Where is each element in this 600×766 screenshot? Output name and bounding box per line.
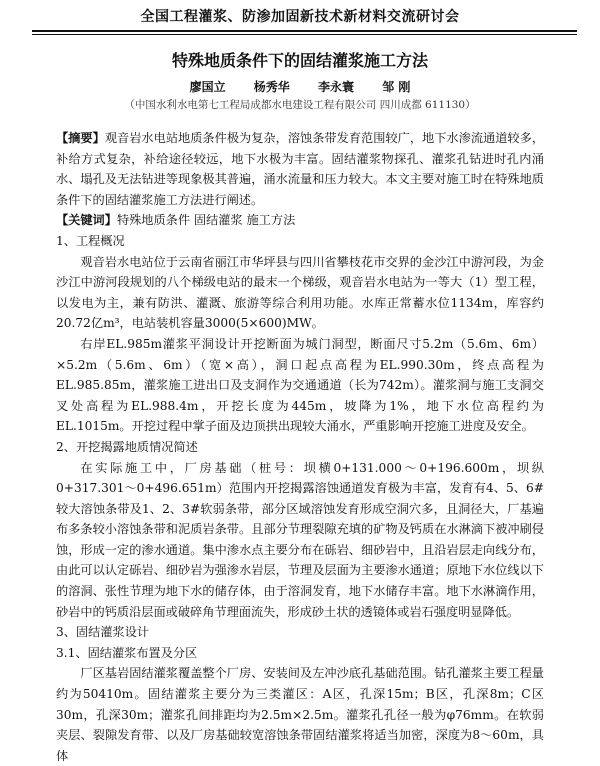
keywords-text: 特殊地质条件 固结灌浆 施工方法	[116, 213, 296, 228]
affiliation: （中国水利水电第七工程局成都水电建设工程有限公司 四川成都 611130）	[124, 99, 476, 111]
paragraph: 右岸EL.985m灌浆平洞设计开挖断面为城门洞型，断面尺寸5.2m（5.6m、6m）×5.2m（5.6m、6m）（宽×高），洞口起点高程为EL.990.30m，终点高程为EL.985.85m，灌浆施工进出口及支洞作为交通通道（长为742m）。灌浆洞与施工支洞交叉处高程为EL.988.4m，开挖长度为445m，坡降为1%，地下水位高程约为EL.1015m。开挖过程中掌子面及边顶拱出现较大涌水，严重影响开挖施工进度及安全。	[56, 336, 544, 434]
author-list	[0, 78, 600, 95]
subsection-heading: 3.1、固结灌浆布置及分区	[56, 645, 198, 660]
paper-title: 特殊地质条件下的固结灌浆施工方法	[171, 51, 428, 70]
author-name: 李永寰	[318, 80, 355, 94]
author-name: 杨秀华	[253, 80, 290, 94]
paragraph: 厂区基岩固结灌浆覆盖整个厂房、安装间及左冲沙底孔基础范围。钻孔灌浆主要工程量约为50410m。固结灌浆主要分为三类灌区：A区，孔深15m；B区，孔深8m；C区30m，孔深30m；灌浆孔间排距均为2.5m×2.5m。灌浆孔孔径一般为φ76mm。在软弱夹层、裂隙发育带、以及厂房基础较宽溶蚀条带固结灌浆将适当加密，深度为8～60m，具体	[56, 666, 544, 763]
author-name: 廖国立	[189, 80, 226, 94]
section-heading: 2、开挖揭露地质情况简述	[56, 439, 198, 454]
paragraph: 观音岩水电站位于云南省丽江市华坪县与四川省攀枝花市交界的金沙江中游河段，为金沙江中游河段规划的八个梯级电站的最末一个梯级，观音岩水电站为一等大（1）型工程，以发电为主，兼有防洪、灌溉、旅游等综合利用功能。水库正常蓄水位1134m，库容约20.72亿m³，电站装机容量3000(5×600)MW。	[56, 254, 544, 331]
paper-body	[56, 128, 544, 766]
abstract-text: 观音岩水电站地质条件极为复杂，溶蚀条带发育范围较广，地下水渗流通道较多，补给方式复杂，补给途径较远，地下水极为丰富。固结灌浆物探孔、灌浆孔钻进时孔内涌水、塌孔及无法钻进等现象极其普遍，涌水流量和压力较大。本文主要对施工时在特殊地质条件下的固结灌浆施工方法进行阐述。	[56, 131, 545, 207]
running-head: 全国工程灌浆、防渗加固新技术新材料交流研讨会	[140, 9, 460, 25]
paragraph: 在实际施工中，厂房基础（桩号：坝横0+131.000～0+196.600m，坝纵0+317.301～0+496.651m）范围内开挖揭露溶蚀通道发育极为丰富，发育有4、5、6#较大溶蚀条带及1、2、3#软弱条带，部分区域溶蚀发育形成空洞穴多，且洞径大，厂基遍布多条较小溶蚀条带和泥质岩条带。且部分节理裂隙充填的矿物及钙质在水淋滴下被冲刷侵蚀，形成一定的渗水通道。集中渗水点主要分布在砾岩、细砂岩中，且沿岩层走向线分布，由此可以认定砾岩、细砂岩为强渗水岩层，节理及层面为主要渗水通道；原地下水位线以下的溶洞、张性节理为地下水的储存体，由于溶洞发育，地下水储存丰富。地下水淋滴作用，砂岩中的钙质沿层面或破碎角节理面流失，形成砂土状的透镜体或岩石强度明显降低。	[56, 460, 544, 619]
header-rule-thick	[32, 30, 577, 32]
author-name: 邹 刚	[382, 80, 411, 94]
section-heading: 3、固结灌浆设计	[56, 625, 150, 640]
keywords-label: 【关键词】	[56, 213, 117, 228]
section-heading: 1、工程概况	[56, 233, 125, 248]
keywords	[56, 210, 544, 231]
abstract-label: 【摘要】	[56, 131, 105, 145]
header-rule-thin	[32, 34, 577, 35]
abstract	[56, 128, 544, 210]
